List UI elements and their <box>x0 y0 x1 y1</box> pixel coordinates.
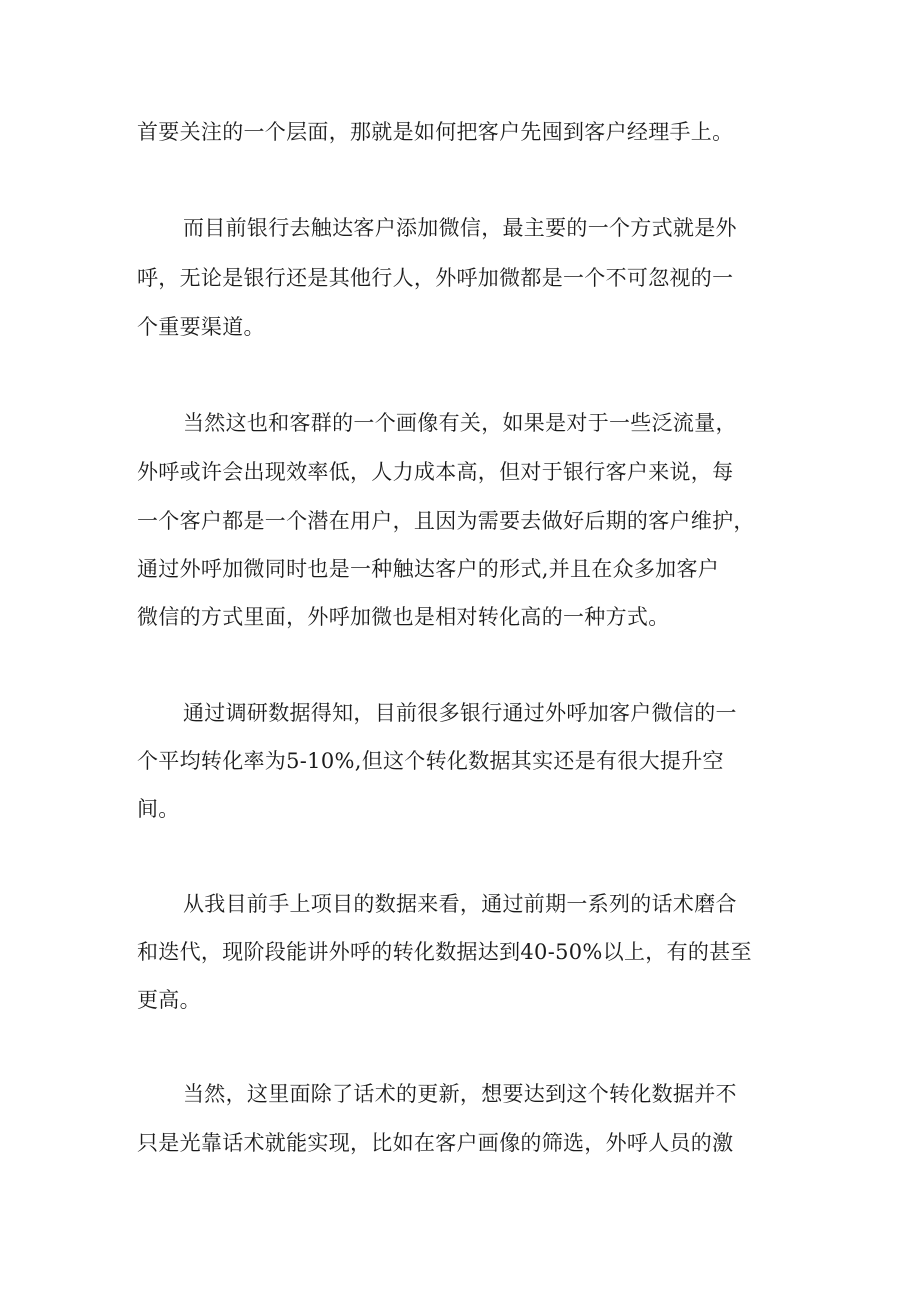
text-line: 只是光靠话术就能实现，比如在客户画像的筛选，外呼人员的激 <box>137 1131 734 1155</box>
text-line: 微信的方式里面，外呼加微也是相对转化高的一种方式。 <box>137 605 670 629</box>
text-line: 首要关注的一个层面，那就是如何把客户先囤到客户经理手上。 <box>137 120 734 144</box>
text-line: 一个客户都是一个潜在用户，且因为需要去做好后期的客户维护， <box>137 509 755 533</box>
text-line: 个平均转化率为5-10%,但这个转化数据其实还是有很大提升空 <box>137 749 724 773</box>
text-line: 呼，无论是银行还是其他行人，外呼加微都是一个不可忽视的一 <box>137 266 734 290</box>
text-line: 当然，这里面除了话术的更新，想要达到这个转化数据并不 <box>183 1082 737 1106</box>
text-line: 和迭代，现阶段能讲外呼的转化数据达到40-50%以上，有的甚至 <box>137 940 752 964</box>
text-line: 通过外呼加微同时也是一种触达客户的形式,并且在众多加客户 <box>137 557 720 581</box>
text-line: 通过调研数据得知，目前很多银行通过外呼加客户微信的一 <box>183 701 737 725</box>
text-line: 间。 <box>137 797 180 821</box>
text-line: 更高。 <box>137 988 201 1012</box>
text-line: 当然这也和客群的一个画像有关，如果是对于一些泛流量， <box>183 411 737 435</box>
text-line: 从我目前手上项目的数据来看，通过前期一系列的话术磨合 <box>183 892 737 916</box>
text-line: 外呼或许会出现效率低，人力成本高，但对于银行客户来说，每 <box>137 460 734 484</box>
text-line: 而目前银行去触达客户添加微信，最主要的一个方式就是外 <box>183 216 737 240</box>
text-line: 个重要渠道。 <box>137 315 265 339</box>
